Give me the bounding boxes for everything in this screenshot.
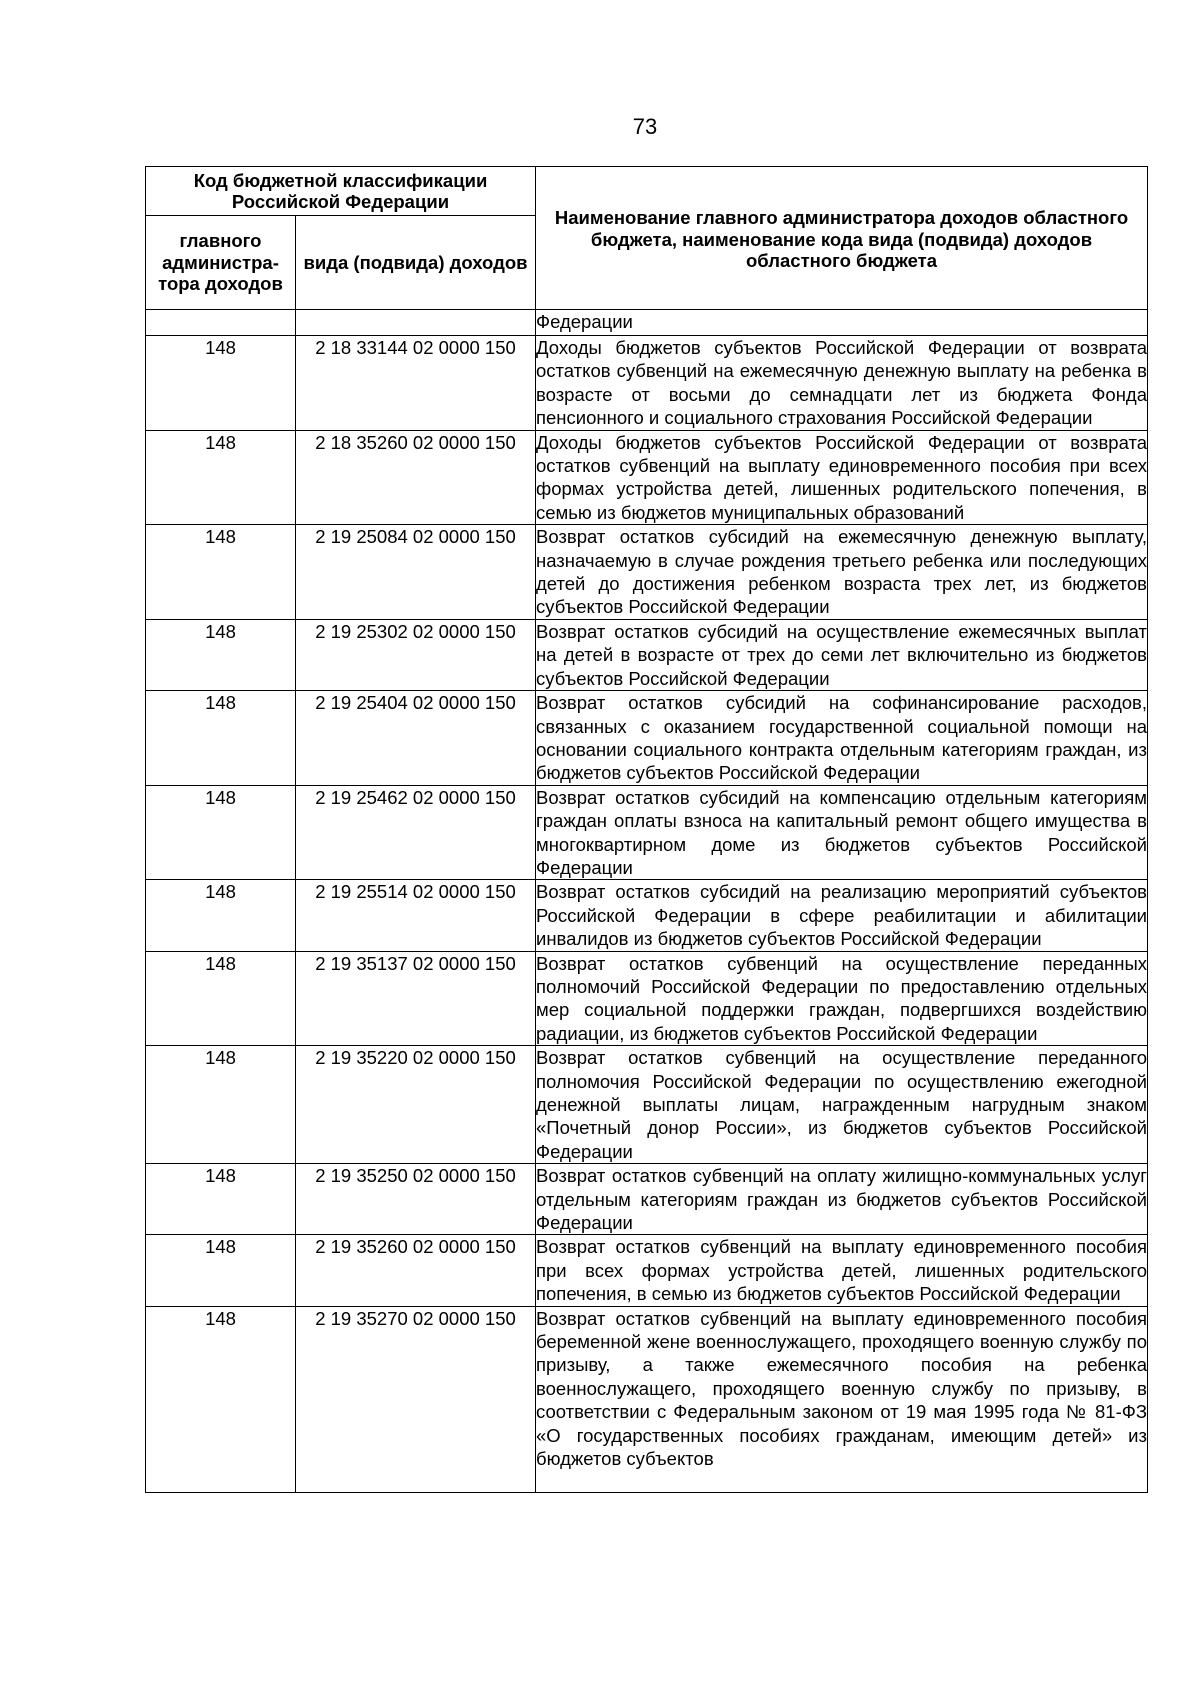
income-description bbox=[536, 1306, 1148, 1492]
admin-code: 148 bbox=[146, 1164, 296, 1235]
admin-code: 148 bbox=[146, 880, 296, 951]
table-row bbox=[146, 1235, 1148, 1306]
table-row bbox=[146, 525, 1148, 620]
table-row bbox=[146, 336, 1148, 431]
income-code: 2 19 25462 02 0000 150 bbox=[296, 785, 536, 880]
table-row bbox=[146, 691, 1148, 786]
continuation-text: Федерации bbox=[536, 310, 1148, 336]
table-row bbox=[146, 1046, 1148, 1164]
income-code: 2 19 25514 02 0000 150 bbox=[296, 880, 536, 951]
income-description: Возврат остатков субсидий на реализацию мероприятий субъектов Российской Федерации в сфере реабилитации и абилитации инвалидов из бюджетов субъектов Российской Федерации bbox=[536, 881, 1147, 950]
continuation-code bbox=[296, 310, 536, 336]
income-description: Возврат остатков субвенций на осуществление переданного полномочия Российской Федерации по осуществлению ежегодной денежной выплаты лицам, награжденным нагрудным знаком «Почетный донор России», из бюджетов субъектов Российской Федерации bbox=[536, 1047, 1147, 1162]
page-number: 73 bbox=[632, 114, 658, 139]
income-description: Доходы бюджетов субъектов Российской Федерации от возврата остатков субвенций на ежемесячную денежную выплату на ребенка в возрасте от восьми до семнадцати лет из бюджета Фонда пенсионного и социального страхования Российской Федерации bbox=[536, 337, 1147, 429]
continuation-admin bbox=[146, 310, 296, 336]
header-kind: вида (подвида) доходов bbox=[296, 216, 536, 310]
income-code: 2 18 35260 02 0000 150 bbox=[296, 430, 536, 525]
admin-code: 148 bbox=[146, 619, 296, 690]
admin-code: 148 bbox=[146, 1306, 296, 1492]
table-row bbox=[146, 1164, 1148, 1235]
income-code: 2 19 35220 02 0000 150 bbox=[296, 1046, 536, 1164]
income-code: 2 19 35137 02 0000 150 bbox=[296, 951, 536, 1046]
income-code: 2 19 25084 02 0000 150 bbox=[296, 525, 536, 620]
income-description: Возврат остатков субсидий на софинансирование расходов, связанных с оказанием государственной социальной помощи на основании социального контракта отдельным категориям граждан, из бюджетов субъектов Российской Федерации bbox=[536, 692, 1147, 784]
header-name: Наименование главного администратора доходов областного бюджета, наименование кода вида (подвида) доходов областного бюджета bbox=[536, 167, 1148, 310]
table-row bbox=[146, 880, 1148, 951]
income-description-text: Возврат остатков субвенций на выплату единовременного пособия беременной жене военнослужащего, проходящего военную службу по призыву, а также ежемесячного пособия на ребенка военнослужащего, проходящего военную службу по призыву, в соответствии с Федеральным законом от 19 мая 1995 года № 81-ФЗ «О государственных пособиях гражданам, имеющим детей» из бюджетов субъектов bbox=[536, 1307, 1147, 1470]
table-row bbox=[146, 785, 1148, 880]
income-code: 2 19 25302 02 0000 150 bbox=[296, 619, 536, 690]
income-code: 2 19 25404 02 0000 150 bbox=[296, 691, 536, 786]
header-admin: главного администра-тора доходов bbox=[146, 216, 296, 310]
income-description: Возврат остатков субвенций на оплату жилищно-коммунальных услуг отдельным категориям граждан из бюджетов субъектов Российской Федерации bbox=[536, 1165, 1147, 1234]
admin-code: 148 bbox=[146, 525, 296, 620]
income-description: Доходы бюджетов субъектов Российской Федерации от возврата остатков субвенций на выплату единовременного пособия при всех формах устройства детей, лишенных родительского попечения, в семью из бюджетов муниципальных образований bbox=[536, 431, 1147, 523]
admin-code: 148 bbox=[146, 691, 296, 786]
income-description: Возврат остатков субвенций на осуществление переданных полномочий Российской Федерации по предоставлению отдельных мер социальной поддержки граждан, подвергшихся воздействию радиации, из бюджетов субъектов Российской Федерации bbox=[536, 952, 1147, 1044]
admin-code: 148 bbox=[146, 1046, 296, 1164]
income-description: Возврат остатков субвенций на выплату единовременного пособия при всех формах устройства детей, лишенных родительского попечения, в семью из бюджетов субъектов Российской Федерации bbox=[536, 1236, 1147, 1305]
admin-code: 148 bbox=[146, 430, 296, 525]
income-code: 2 18 33144 02 0000 150 bbox=[296, 336, 536, 431]
income-code: 2 19 35260 02 0000 150 bbox=[296, 1235, 536, 1306]
table-row bbox=[146, 619, 1148, 690]
header-code-group: Код бюджетной классификации Российской Федерации bbox=[146, 167, 536, 216]
income-description: Возврат остатков субсидий на ежемесячную денежную выплату, назначаемую в случае рождения третьего ребенка или последующих детей до достижения ребенком возраста трех лет, из бюджетов субъектов Российской Федерации bbox=[536, 526, 1147, 618]
income-code: 2 19 35270 02 0000 150 bbox=[296, 1306, 536, 1492]
budget-classification-table bbox=[145, 166, 1148, 1493]
table-row bbox=[146, 951, 1148, 1046]
admin-code: 148 bbox=[146, 951, 296, 1046]
continuation-row bbox=[146, 310, 1148, 336]
table-row bbox=[146, 1306, 1148, 1492]
admin-code: 148 bbox=[146, 1235, 296, 1306]
income-description: Возврат остатков субсидий на осуществление ежемесячных выплат на детей в возрасте от трех до семи лет включительно из бюджетов субъектов Российской Федерации bbox=[536, 620, 1147, 689]
table-row bbox=[146, 430, 1148, 525]
income-description: Возврат остатков субсидий на компенсацию отдельным категориям граждан оплаты взноса на капитальный ремонт общего имущества в многоквартирном доме из бюджетов субъектов Российской Федерации bbox=[536, 786, 1147, 878]
admin-code: 148 bbox=[146, 785, 296, 880]
income-code: 2 19 35250 02 0000 150 bbox=[296, 1164, 536, 1235]
admin-code: 148 bbox=[146, 336, 296, 431]
